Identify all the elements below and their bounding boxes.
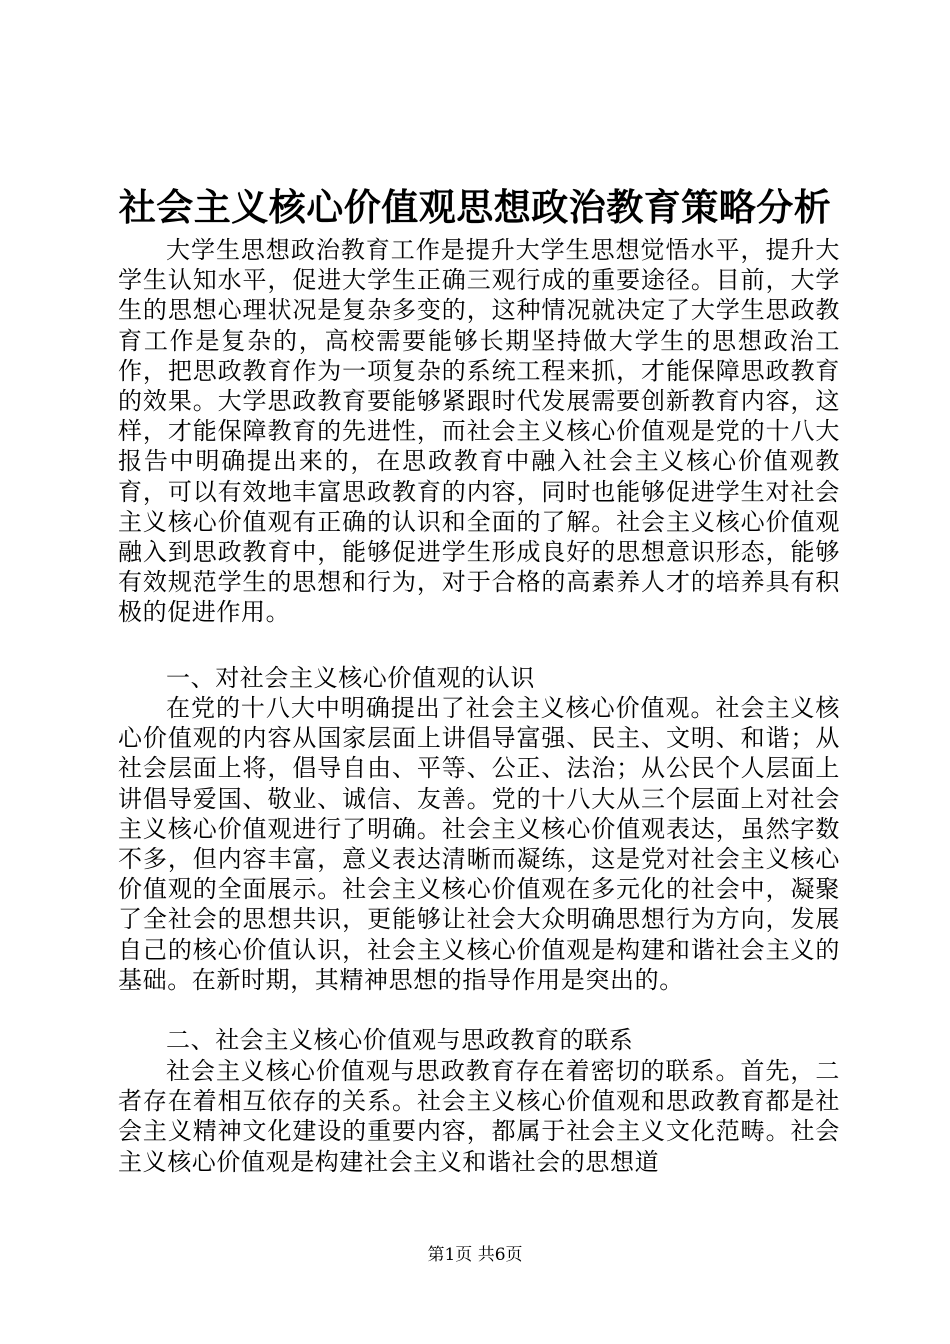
section-2-heading-block [118, 1025, 840, 1055]
page-number-footer: 第1页 共6页 [427, 1245, 523, 1265]
section-2-block [118, 1056, 840, 1177]
intro-block [118, 235, 840, 628]
document-title: 社会主义核心价值观思想政治教育策略分析 [118, 185, 832, 229]
section-1-heading: 一、对社会主义核心价值观的认识 [166, 664, 535, 692]
section-1-paragraph: 在党的十八大中明确提出了社会主义核心价值观。社会主义核心价值观的内容从国家层面上讲倡导富强、民主、文明、和谐；从社会层面上将，倡导自由、平等、公正、法治；从公民个人层面上讲倡导爱国、敬业、诚信、友善。党的十八大从三个层面上对社会主义核心价值观进行了明确。社会主义核心价值观表达，虽然字数不多，但内容丰富，意义表达清晰而凝练，这是党对社会主义核心价值观的全面展示。社会主义核心价值观在多元化的社会中，凝聚了全社会的思想共识，更能够让社会大众明确思想行为方向，发展自己的核心价值认识，社会主义核心价值观是构建和谐社会主义的基础。在新时期，其精神思想的指导作用是突出的。 [118, 694, 840, 994]
section-1-block [118, 693, 840, 995]
section-2-heading: 二、社会主义核心价值观与思政教育的联系 [166, 1026, 634, 1054]
section-1-heading-block [118, 663, 840, 693]
intro-paragraph: 大学生思想政治教育工作是提升大学生思想觉悟水平，提升大学生认知水平，促进大学生正确三观行成的重要途径。目前，大学生的思想心理状况是复杂多变的，这种情况就决定了大学生思政教育工作是复杂的，高校需要能够长期坚持做大学生的思想政治工作，把思政教育作为一项复杂的系统工程来抓，才能保障思政教育的效果。大学思政教育要能够紧跟时代发展需要创新教育内容，这样，才能保障教育的先进性，而社会主义核心价值观是党的十八大报告中明确提出来的，在思政教育中融入社会主义核心价值观教育，可以有效地丰富思政教育的内容，同时也能够促进学生对社会主义核心价值观有正确的认识和全面的了解。社会主义核心价值观融入到思政教育中，能够促进学生形成良好的思想意识形态，能够有效规范学生的思想和行为，对于合格的高素养人才的培养具有积极的促进作用。 [118, 236, 840, 627]
section-2-paragraph: 社会主义核心价值观与思政教育存在着密切的联系。首先，二者存在着相互依存的关系。社会主义核心价值观和思政教育都是社会主义精神文化建设的重要内容，都属于社会主义文化范畴。社会主义核心价值观是构建社会主义和谐社会的思想道 [118, 1057, 840, 1176]
